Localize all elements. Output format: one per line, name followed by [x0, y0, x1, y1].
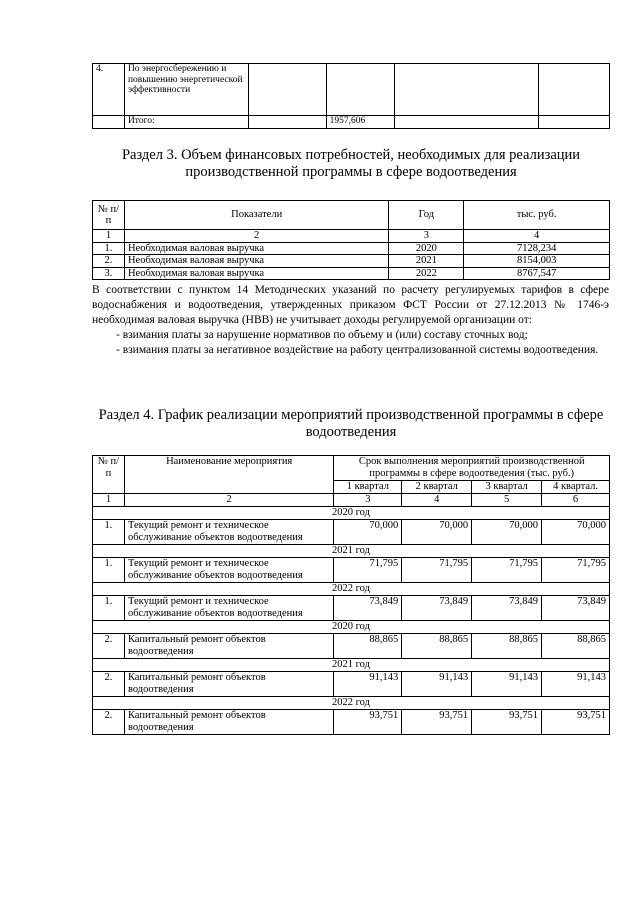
table-row	[93, 596, 610, 621]
row-number: 2.	[93, 710, 125, 735]
note-paragraph	[92, 283, 609, 358]
year-label: 2020 год	[93, 621, 610, 634]
q4-value: 70,000	[542, 520, 610, 545]
cell	[248, 64, 326, 116]
column-number: 3	[389, 230, 464, 243]
financial-needs-table	[92, 200, 610, 280]
measure-name: Текущий ремонт и техническое обслуживание объектов водоотведения	[124, 558, 333, 583]
q3-value: 71,795	[472, 558, 542, 583]
q4-value: 93,751	[542, 710, 610, 735]
amount-value: 8154,003	[464, 255, 610, 268]
program-table-continuation	[92, 63, 610, 129]
table-row	[93, 520, 610, 545]
table-row	[93, 634, 610, 659]
q1-value: 71,795	[334, 558, 402, 583]
total-row	[93, 116, 610, 129]
cell	[248, 116, 326, 129]
header-row	[93, 456, 610, 481]
header-number: № п/п	[93, 201, 125, 230]
measure-name: Капитальный ремонт объектов водоотведения	[124, 672, 333, 697]
q1-value: 73,849	[334, 596, 402, 621]
header-amount: тыс. руб.	[464, 201, 610, 230]
q3-value: 70,000	[472, 520, 542, 545]
q1-value: 93,751	[334, 710, 402, 735]
year-value: 2020	[389, 242, 464, 255]
q1-value: 88,865	[334, 634, 402, 659]
row-number: 2.	[93, 255, 125, 268]
indicator-name: Необходимая валовая выручка	[124, 242, 388, 255]
measure-name: По энергосбережению и повышению энергетической эффективности	[124, 64, 248, 116]
header-indicators: Показатели	[124, 201, 388, 230]
indicator-name: Необходимая валовая выручка	[124, 267, 388, 280]
q2-value: 70,000	[402, 520, 472, 545]
q3-value: 93,751	[472, 710, 542, 735]
column-number: 4	[464, 230, 610, 243]
column-number: 4	[402, 494, 472, 507]
year-label: 2020 год	[93, 507, 610, 520]
year-row	[93, 659, 610, 672]
cell	[394, 116, 539, 129]
header-name: Наименование мероприятия	[124, 456, 333, 494]
column-number: 1	[93, 230, 125, 243]
header-number: № п/п	[93, 456, 125, 494]
header-period: Срок выполнения мероприятий производственной программы в сфере водоотведения (тыс. руб.)	[334, 456, 610, 481]
year-row	[93, 507, 610, 520]
column-number: 1	[93, 494, 125, 507]
header-row	[93, 201, 610, 230]
q3-value: 88,865	[472, 634, 542, 659]
column-number: 3	[334, 494, 402, 507]
note-text: В соответствии с пунктом 14 Методических указаний по расчету регулируемых тарифов в сфере водоснабжения и водоотведения, утвержденных приказом ФСТ России от 27.12.2013 № 1746-э необходимая валовая выручка (НВВ) не учитывает доходы регулируемой организации от:	[92, 284, 609, 326]
year-row	[93, 545, 610, 558]
measure-name: Капитальный ремонт объектов водоотведения	[124, 634, 333, 659]
year-value: 2021	[389, 255, 464, 268]
column-number: 6	[542, 494, 610, 507]
q4-value: 73,849	[542, 596, 610, 621]
row-number: 2.	[93, 672, 125, 697]
amount-value: 8767,547	[464, 267, 610, 280]
row-number: 1.	[93, 242, 125, 255]
q2-value: 93,751	[402, 710, 472, 735]
q2-value: 91,143	[402, 672, 472, 697]
q2-value: 73,849	[402, 596, 472, 621]
year-label: 2022 год	[93, 697, 610, 710]
q4-value: 71,795	[542, 558, 610, 583]
bullet-item: - взимания платы за негативное воздействие на работу централизованной системы водоотведения.	[116, 344, 599, 356]
header-q2: 2 квартал	[402, 481, 472, 494]
q3-value: 73,849	[472, 596, 542, 621]
measure-name: Текущий ремонт и техническое обслуживание объектов водоотведения	[124, 596, 333, 621]
header-q3: 3 квартал	[472, 481, 542, 494]
year-row	[93, 621, 610, 634]
header-q1: 1 квартал	[334, 481, 402, 494]
row-number: 1.	[93, 596, 125, 621]
table-row	[93, 255, 610, 268]
indicator-name: Необходимая валовая выручка	[124, 255, 388, 268]
cell	[539, 64, 610, 116]
schedule-table	[92, 455, 610, 735]
row-number: 3.	[93, 267, 125, 280]
bullet-item: - взимания платы за нарушение нормативов по объему и (или) составу сточных вод;	[116, 329, 528, 341]
column-number: 2	[124, 494, 333, 507]
row-number: 4.	[93, 64, 125, 116]
header-year: Год	[389, 201, 464, 230]
table-row	[93, 64, 610, 116]
header-q4: 4 квартал.	[542, 481, 610, 494]
amount-value: 7128,234	[464, 242, 610, 255]
section4-title: Раздел 4. График реализации мероприятий производственной программы в сфере водоотведения	[98, 407, 604, 440]
table-row	[93, 558, 610, 583]
cell	[326, 64, 394, 116]
year-label: 2021 год	[93, 545, 610, 558]
column-numbers-row	[93, 230, 610, 243]
year-label: 2022 год	[93, 583, 610, 596]
total-label: Итого:	[124, 116, 248, 129]
table-row	[93, 242, 610, 255]
year-row	[93, 697, 610, 710]
row-number: 2.	[93, 634, 125, 659]
q1-value: 70,000	[334, 520, 402, 545]
row-number: 1.	[93, 558, 125, 583]
q2-value: 71,795	[402, 558, 472, 583]
table-row	[93, 672, 610, 697]
measure-name: Текущий ремонт и техническое обслуживание объектов водоотведения	[124, 520, 333, 545]
q2-value: 88,865	[402, 634, 472, 659]
column-number: 2	[124, 230, 388, 243]
year-value: 2022	[389, 267, 464, 280]
year-row	[93, 583, 610, 596]
column-number: 5	[472, 494, 542, 507]
cell	[539, 116, 610, 129]
year-label: 2021 год	[93, 659, 610, 672]
table-row	[93, 267, 610, 280]
table-row	[93, 710, 610, 735]
cell	[394, 64, 539, 116]
q1-value: 91,143	[334, 672, 402, 697]
q4-value: 88,865	[542, 634, 610, 659]
measure-name: Капитальный ремонт объектов водоотведения	[124, 710, 333, 735]
q4-value: 91,143	[542, 672, 610, 697]
row-number: 1.	[93, 520, 125, 545]
row-number	[93, 116, 125, 129]
q3-value: 91,143	[472, 672, 542, 697]
column-numbers-row	[93, 494, 610, 507]
section3-title: Раздел 3. Объем финансовых потребностей, необходимых для реализации производственной программы в сфере водоотведения	[121, 147, 581, 180]
total-value: 1957,606	[326, 116, 394, 129]
